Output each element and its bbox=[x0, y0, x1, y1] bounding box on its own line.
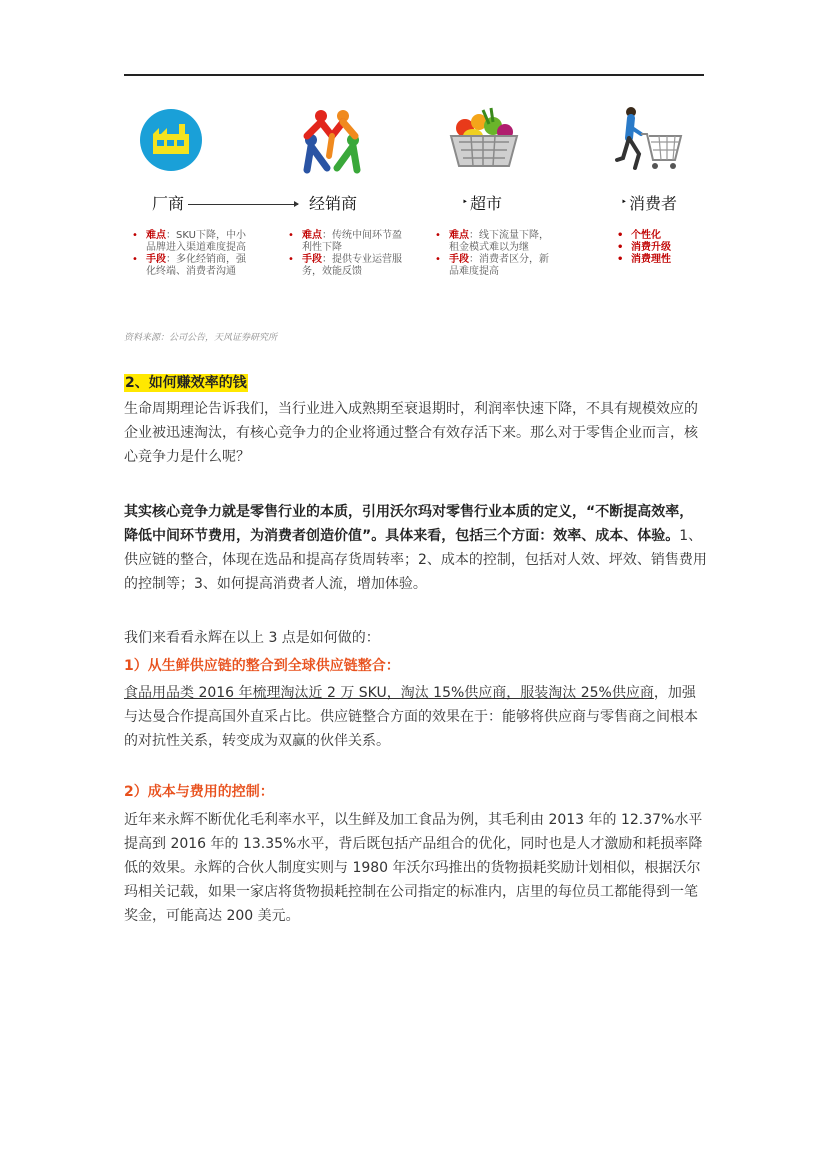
figure-source: 资料来源：公司公告，天风证券研究所 bbox=[124, 333, 278, 343]
arrow-icon: ‣ bbox=[621, 197, 627, 208]
stage-label-consumer: 消费者 bbox=[629, 194, 678, 213]
list-item: • 难点：SKU下降，中小品牌进入渠道难度提高 bbox=[130, 230, 255, 254]
paragraph-supply-chain: 食品用品类 2016 年梳理淘汰近 2 万 SKU，淘汰 15%供应商，服装淘汰 25%供应商，加强与达曼合作提高国外直采占比。供应链整合方面的效果在于：能够将供应商与零售商之间根本的对抗性关系，转变成为双赢的伙伴关系。 bbox=[124, 685, 698, 749]
subheading-supply-chain: 1）从生鲜供应链的整合到全球供应链整合： bbox=[124, 658, 400, 674]
paragraph-intro: 生命周期理论告诉我们，当行业进入成熟期至衰退期时，利润率快速下降，不具有规模效应的企业被迅速淘汰，有核心竞争力的企业将通过整合有效存活下来。那么对于零售企业而言，核心竞争力是什么呢？ bbox=[124, 401, 698, 465]
list-item: • 手段：多化经销商，强化终端、消费者沟通 bbox=[130, 254, 255, 278]
paragraph-lead-in: 我们来看看永辉在以上 3 点是如何做的： bbox=[124, 630, 380, 646]
paragraph-cost-control: 近年来永辉不断优化毛利率水平，以生鲜及加工食品为例，其毛利由 2013 年的 12.37%水平提高到 2016 年的 13.35%水平，背后既包括产品组合的优化，同时也是人才激励和耗损率降低的效果。永辉的合伙人制度实则与 1980 年沃尔玛推出的货物损耗奖励计划相似，根据沃尔玛相关记载，如果一家店将货物损耗控制在公司指定的标准内，店里的每位员工都能得到一笔奖金，可能高达 200 美元。 bbox=[124, 812, 703, 924]
people-icon bbox=[297, 106, 367, 174]
paragraph-core-competence: 其实核心竞争力就是零售行业的本质，引用沃尔玛对零售行业本质的定义，“不断提高效率，降低中间环节费用，为消费者创造价值”。具体来看，包括三个方面：效率、成本、体验。1、供应链的整合，体现在选品和提高存货周转率；2、成本的控制，包括对人效、坪效、销售费用的控制等；3、如何提高消费者人流，增加体验。 bbox=[124, 504, 707, 592]
factory-icon bbox=[139, 108, 203, 172]
list-item: • 难点：传统中间环节盈利性下降 bbox=[286, 230, 404, 254]
consumer-points bbox=[615, 230, 705, 266]
stage-label-distributor: 经销商 bbox=[309, 194, 358, 213]
basket-icon bbox=[443, 106, 525, 174]
manufacturer-points bbox=[130, 230, 255, 278]
arrow-icon bbox=[188, 204, 298, 205]
section-heading: 2、如何赚效率的钱 bbox=[125, 375, 247, 391]
subheading-cost-control: 2）成本与费用的控制： bbox=[124, 784, 274, 800]
list-item: • 手段：消费者区分，新品难度提高 bbox=[433, 254, 551, 278]
supermarket-points bbox=[433, 230, 551, 278]
stage-label-manufacturer: 厂商 bbox=[152, 194, 185, 213]
arrow-icon: ‣ bbox=[462, 197, 468, 208]
stage-label-supermarket: 超市 bbox=[470, 194, 503, 213]
distributor-points bbox=[286, 230, 404, 278]
list-item: • 个性化 bbox=[615, 230, 705, 242]
top-rule bbox=[124, 74, 704, 76]
list-item: • 手段：提供专业运营服务，效能反馈 bbox=[286, 254, 404, 278]
list-item: • 消费升级 bbox=[615, 242, 705, 254]
list-item: • 难点：线下流量下降，租金模式难以为继 bbox=[433, 230, 551, 254]
list-item: • 消费理性 bbox=[615, 254, 705, 266]
shopper-icon bbox=[611, 104, 683, 176]
